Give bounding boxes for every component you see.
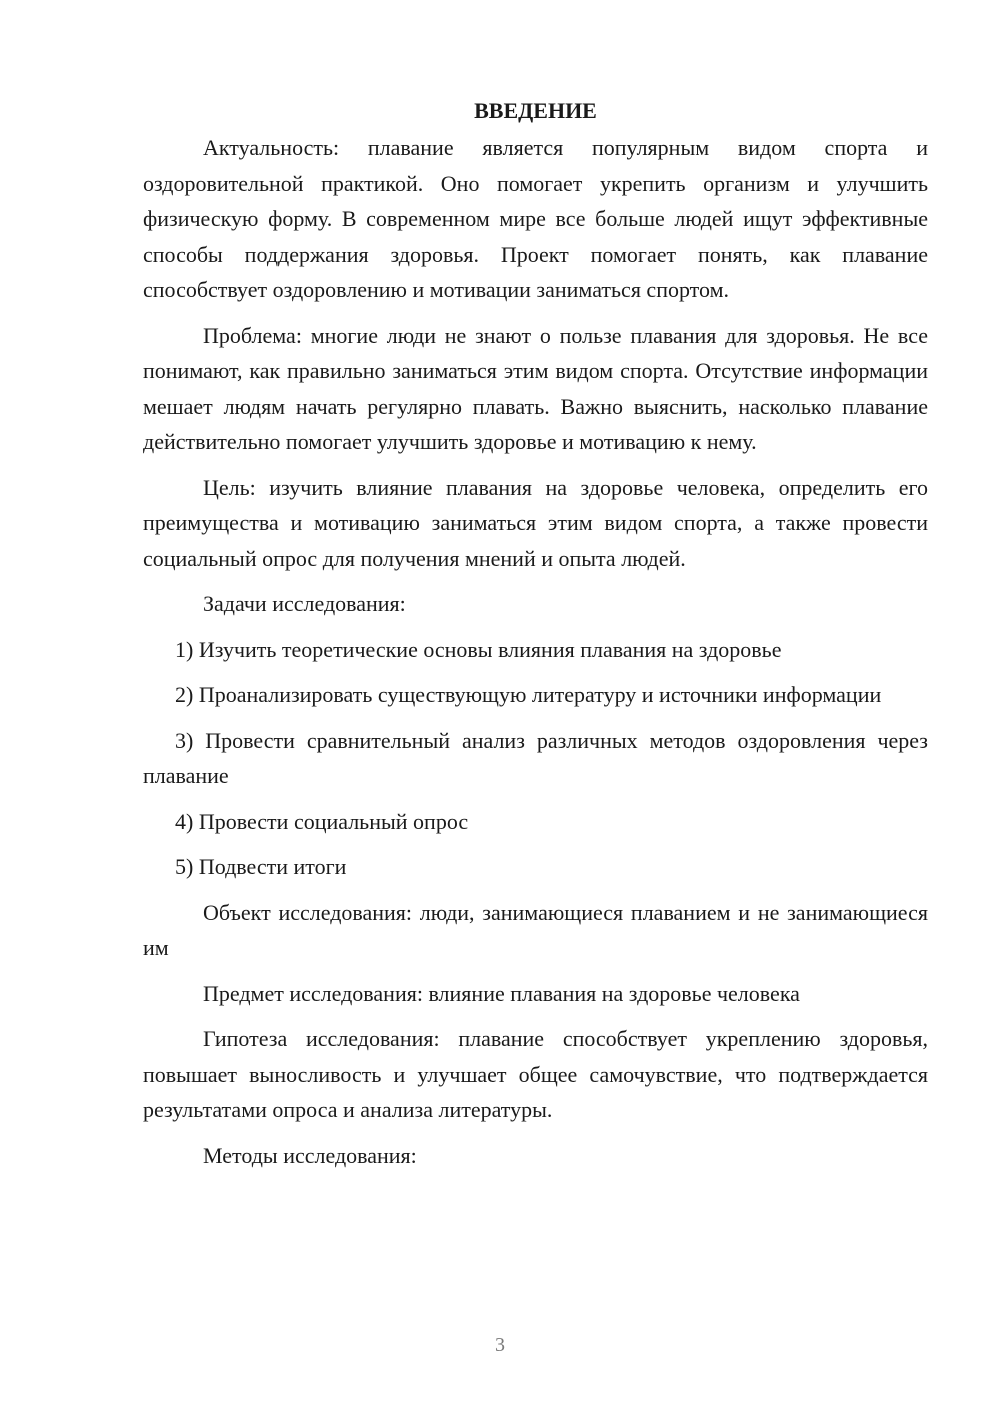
- paragraph-problem: Проблема: многие люди не знают о пользе плавания для здоровья. Не все понимают, как правильно заниматься этим видом спорта. Отсутствие информации мешает людям начать регулярно плавать. Важно выяснить, насколько плавание действительно помогает улучшить здоровье и мотивацию к нему.: [143, 322, 928, 454]
- list-item: 1) Изучить теоретические основы влияния плавания на здоровье: [175, 636, 782, 662]
- tasks-heading: Задачи исследования:: [203, 591, 406, 616]
- list-item: 4) Провести социальный опрос: [175, 808, 469, 834]
- document-page: [143, 95, 928, 1173]
- paragraph-object: Объект исследования: люди, занимающиеся плаванием и не занимающиеся им: [143, 899, 928, 960]
- paragraph-goal: Цель: изучить влияние плавания на здоровье человека, определить его преимущества и мотивацию заниматься этим видом спорта, а также провести социальный опрос для получения мнений и опыта людей.: [143, 474, 928, 571]
- page-number: 3: [495, 1334, 505, 1356]
- page-title: ВВЕДЕНИЕ: [474, 98, 597, 123]
- list-item: 2) Проанализировать существующую литературу и источники информации: [175, 682, 882, 707]
- list-item: 3) Провести сравнительный анализ различных методов оздоровления через плавание: [143, 727, 928, 788]
- list-item: 5) Подвести итоги: [175, 854, 347, 879]
- methods-heading: Методы исследования:: [203, 1142, 417, 1168]
- paragraph-subject: Предмет исследования: влияние плавания на здоровье человека: [203, 980, 800, 1006]
- paragraph-relevance: Актуальность: плавание является популярным видом спорта и оздоровительной практикой. Оно помогает укрепить организм и улучшить физическую форму. В современном мире все больше людей ищут эффективные способы поддержания здоровья. Проект помогает понять, как плавание способствует оздоровлению и мотивации заниматься спортом.: [143, 135, 928, 302]
- paragraph-hypothesis: Гипотеза исследования: плавание способствует укреплению здоровья, повышает выносливость и улучшает общее самочувствие, что подтверждается результатами опроса и анализа литературы.: [143, 1026, 928, 1122]
